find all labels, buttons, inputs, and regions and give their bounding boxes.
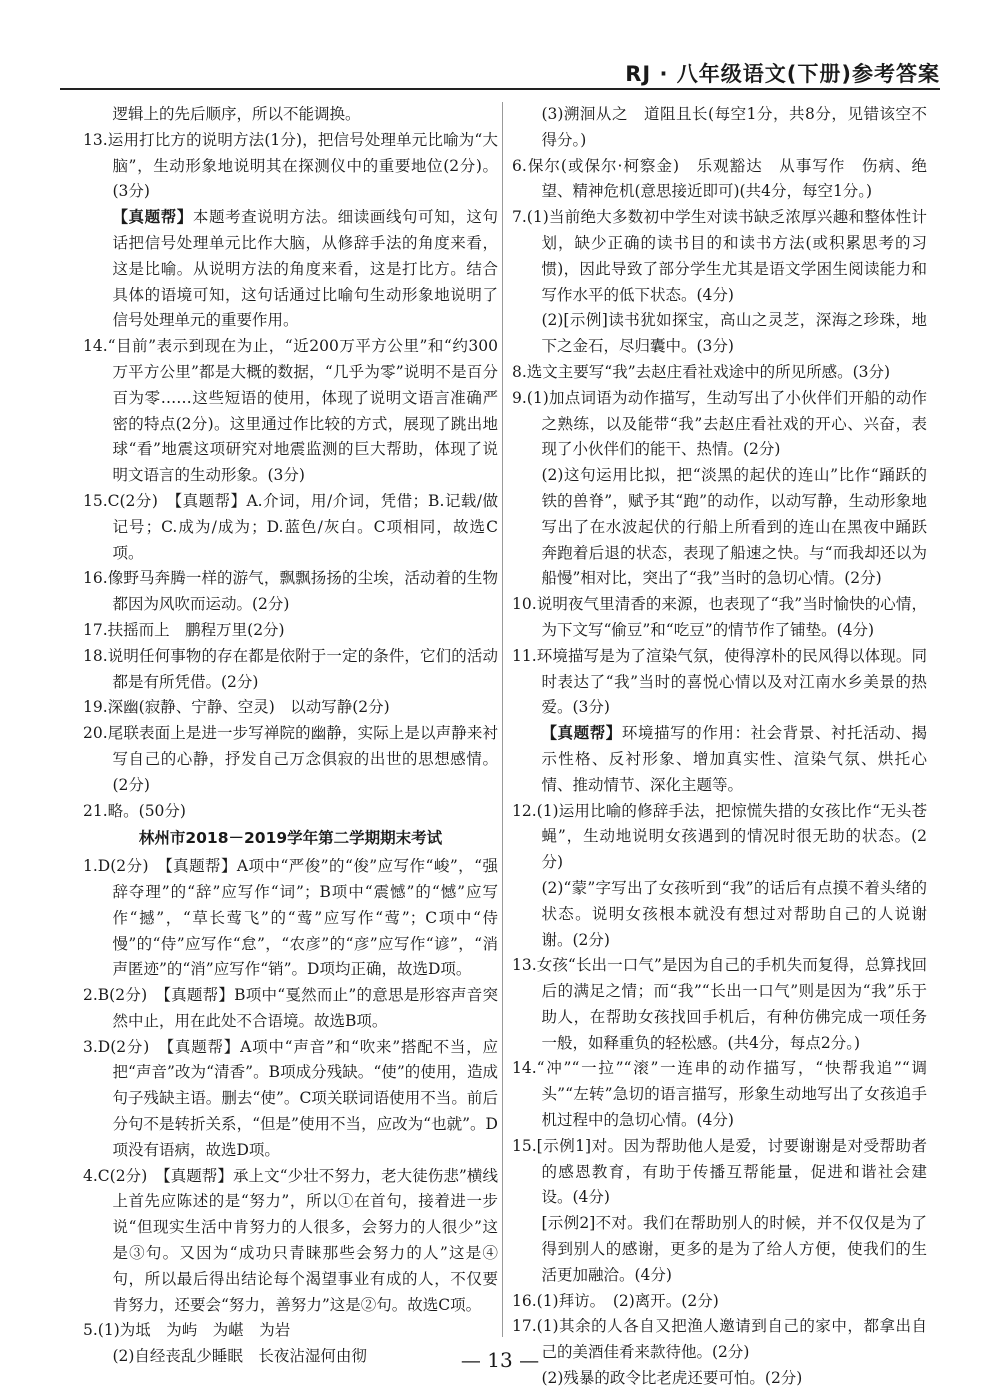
answer-item: 2.B(2分) 【真题帮】B项中“戛然而止”的意思是形容声音突然中止，用在此处不合语境。故选B项。 — [83, 986, 498, 1030]
answer-item: 13.运用打比方的说明方法(1分)，把信号处理单元比喻为“大脑”，生动形象地说明其在探测仪中的重要地位(2分)。(3分) — [83, 130, 498, 201]
answer-subitem: (2)残暴的政令比老虎还要可怕。(2分) — [541, 1369, 803, 1388]
answer-item: 4.C(2分) 【真题帮】承上文“少壮不努力，老大徒伤悲”横线上首先应陈述的是“努力”，所以①在首句，接着进一步说“但现实生活中肯努力的人很多，会努力的人很少”这是③句。又因为“成功只青睐那些会努力的人”这是④句，所以最后得出结论每个渴望事业有成的人，不仅要肯努力，还要会“努力，善努力”这是②句。故选C项。 — [83, 1166, 498, 1314]
answer-item: 9.(1)加点词语为动作描写，生动写出了小伙伴们开船的动作之熟练，以及能带“我”去赵庄看社戏的开心、兴奋，表现了小伙伴们的能干、热情。(2分) — [512, 388, 927, 459]
answer-subitem: (2)[示例]读书犹如探宝，高山之灵芝，深海之珍珠，地下之金石，尽归囊中。(3分) — [541, 311, 927, 356]
answer-item: 12.(1)运用比喻的修辞手法，把惊慌失措的女孩比作“无头苍蝇”，生动地说明女孩遇到的情况时很无助的状态。(2分) — [512, 801, 927, 872]
left-column — [83, 102, 498, 1370]
answer-item: 17.扶摇而上 鹏程万里(2分) — [83, 620, 285, 639]
answer-continuation: 逻辑上的先后顺序，所以不能调换。 — [112, 105, 361, 123]
answer-item: 3.D(2分) 【真题帮】A项中“声音”和“吹来”搭配不当，应把“声音”改为“清香”。B项成分残缺。“使”的使用，造成句子残缺主语。删去“使”。C项关联词语使用不当。前后分句不是转折关系，“但是”使用不当，应改为“也就”。D项没有语病，故选D项。 — [83, 1037, 498, 1159]
answer-item: 18.说明任何事物的存在都是依附于一定的条件，它们的活动都是有所凭借。(2分) — [83, 646, 498, 691]
answer-item: 10.说明夜气里清香的来源，也表现了“我”当时愉快的心情，为下文写“偷豆”和“吃豆”的情节作了铺垫。(4分) — [512, 595, 927, 639]
header-title: RJ · 八年级语文(下册)参考答案 — [625, 62, 940, 86]
answer-item: 19.深幽(寂静、宁静、空灵) 以动写静(2分) — [83, 698, 390, 717]
note-tag: 【真题帮】 — [541, 724, 622, 743]
answer-subitem: (2)自经丧乱少睡眠 长夜沾湿何由彻 — [112, 1347, 367, 1366]
answer-item: 11.环境描写是为了渲染气氛，使得淳朴的民风得以体现。同时表达了“我”当时的喜悦心情以及对江南水乡美景的热爱。(3分) — [512, 646, 927, 717]
answer-item: 8.选文主要写“我”去赵庄看社戏途中的所见所感。(3分) — [512, 362, 891, 381]
answer-note — [83, 205, 498, 334]
answer-item: 20.尾联表面上是进一步写禅院的幽静，实际上是以声静来衬写自己的心静，抒发自己万念俱寂的出世的思想感情。(2分) — [83, 724, 498, 794]
answer-item: 14.“目前”表示到现在为止，“近200万平方公里”和“约300万平方公里”都是大概的数据，“几乎为零”说明不是百分百为零……这些短语的使用，体现了说明文语言准确严密的特点(2分)。这里通过作比较的方式，展现了跳出地球“看”地震这项研究对地震监测的巨大帮助，体现了说明文语言的生动形象。(3分) — [83, 337, 498, 485]
answer-subitem: (3)溯洄从之 道阻且长(每空1分，共8分，见错该空不得分。) — [541, 105, 927, 149]
answer-item: 13.女孩“长出一口气”是因为自己的手机失而复得，总算找回后的满足之情；而“我”“长出一口气”则是因为“我”乐于助人，在帮助女孩找回手机后，有种仿佛完成一项任务一般，如释重负的轻松感。(共4分，每点2分。) — [512, 956, 927, 1052]
note-tag: 【真题帮】 — [112, 208, 193, 227]
answer-item: 5.(1)为坻 为屿 为嵁 为岩 — [83, 1321, 291, 1340]
answer-item: 14.“冲”“一拉”“滚”一连串的动作描写，“快帮我追”“调头”“左转”急切的语言描写，形象生动地写出了女孩追手机过程中的急切心情。(4分) — [512, 1059, 927, 1130]
note-text: 本题考查说明方法。细读画线句可知，这句话把信号处理单元比作大脑，从修辞手法的角度来看，这是比喻。从说明方法的角度来看，这是打比方。结合具体的语境可知，这句话通过比喻句生动形象地说明了信号处理单元的重要作用。 — [112, 208, 498, 330]
right-column — [512, 102, 927, 1392]
answer-subitem: (2)这句运用比拟，把“淡黑的起伏的连山”比作“踊跃的铁的兽脊”，赋予其“跑”的动作，以动写静，生动形象地写出了在水波起伏的行船上所看到的连山在黑夜中踊跃奔跑着后退的状态，表现了船速之快。与“而我却还以为船慢”相对比，突出了“我”当时的急切心情。(2分) — [541, 466, 927, 588]
section-title: 林州市2018－2019学年第二学期期末考试 — [138, 829, 443, 848]
answer-item: 16.像野马奔腾一样的游气，飘飘扬扬的尘埃，活动着的生物都因为风吹而运动。(2分) — [83, 569, 498, 614]
answer-item: 1.D(2分) 【真题帮】A项中“严俊”的“俊”应写作“峻”，“强辞夺理”的“辞”应写作“词”；B项中“震憾”的“憾”应写作“撼”，“草长莺飞”的“莺”应写作“莺”；C项中“侍慢”的“侍”应写作“怠”，“农彦”的“彦”应写作“谚”，“消声匿迹”的“消”应写作“销”。D项均正确，故选D项。 — [83, 857, 498, 979]
answer-item: 6.保尔(或保尔·柯察金) 乐观豁达 从事写作 伤病、绝望、精神危机(意思接近即可)(共4分，每空1分。) — [512, 156, 927, 201]
answer-item: 17.(1)其余的人各自又把渔人邀请到自己的家中，都拿出自己的美酒佳肴来款待他。(2分) — [512, 1317, 927, 1362]
answer-note — [512, 721, 927, 798]
answer-item: 21.略。(50分) — [83, 801, 186, 820]
page-number: — 13 — — [460, 1348, 540, 1372]
answer-item: 7.(1)当前绝大多数初中学生对读书缺乏浓厚兴趣和整体性计划，缺少正确的读书目的和读书方法(或积累思考的习惯)，因此导致了部分学生尤其是语文学困生阅读能力和写作水平的低下状态。(4分) — [512, 208, 927, 304]
answer-item: 16.(1)拜访。 (2)离开。(2分) — [512, 1291, 719, 1310]
answer-item: 15.[示例1]对。因为帮助他人是爱，讨要谢谢是对受帮助者的感恩教育，有助于传播互帮能量，促进和谐社会建设。(4分) — [512, 1136, 927, 1207]
note-text: 环境描写的作用：社会背景、衬托活动、揭示性格、反衬形象、增加真实性、渲染气氛、烘托心情、推动情节、深化主题等。 — [541, 724, 927, 794]
page-header — [60, 44, 940, 90]
answer-subitem: [示例2]不对。我们在帮助别人的时候，并不仅仅是为了得到别人的感谢，更多的是为了给人方便，使我们的生活更加融洽。(4分) — [541, 1214, 927, 1284]
answer-subitem: (2)“蒙”字写出了女孩听到“我”的话后有点摸不着头绪的状态。说明女孩根本就没有想过对帮助自己的人说谢谢。(2分) — [541, 878, 927, 949]
answer-item: 15.C(2分) 【真题帮】A.介词，用/介词，凭借；B.记载/做记号；C.成为/成为；D.蓝色/灰白。C项相同，故选C项。 — [83, 491, 498, 562]
column-divider — [502, 102, 503, 1337]
